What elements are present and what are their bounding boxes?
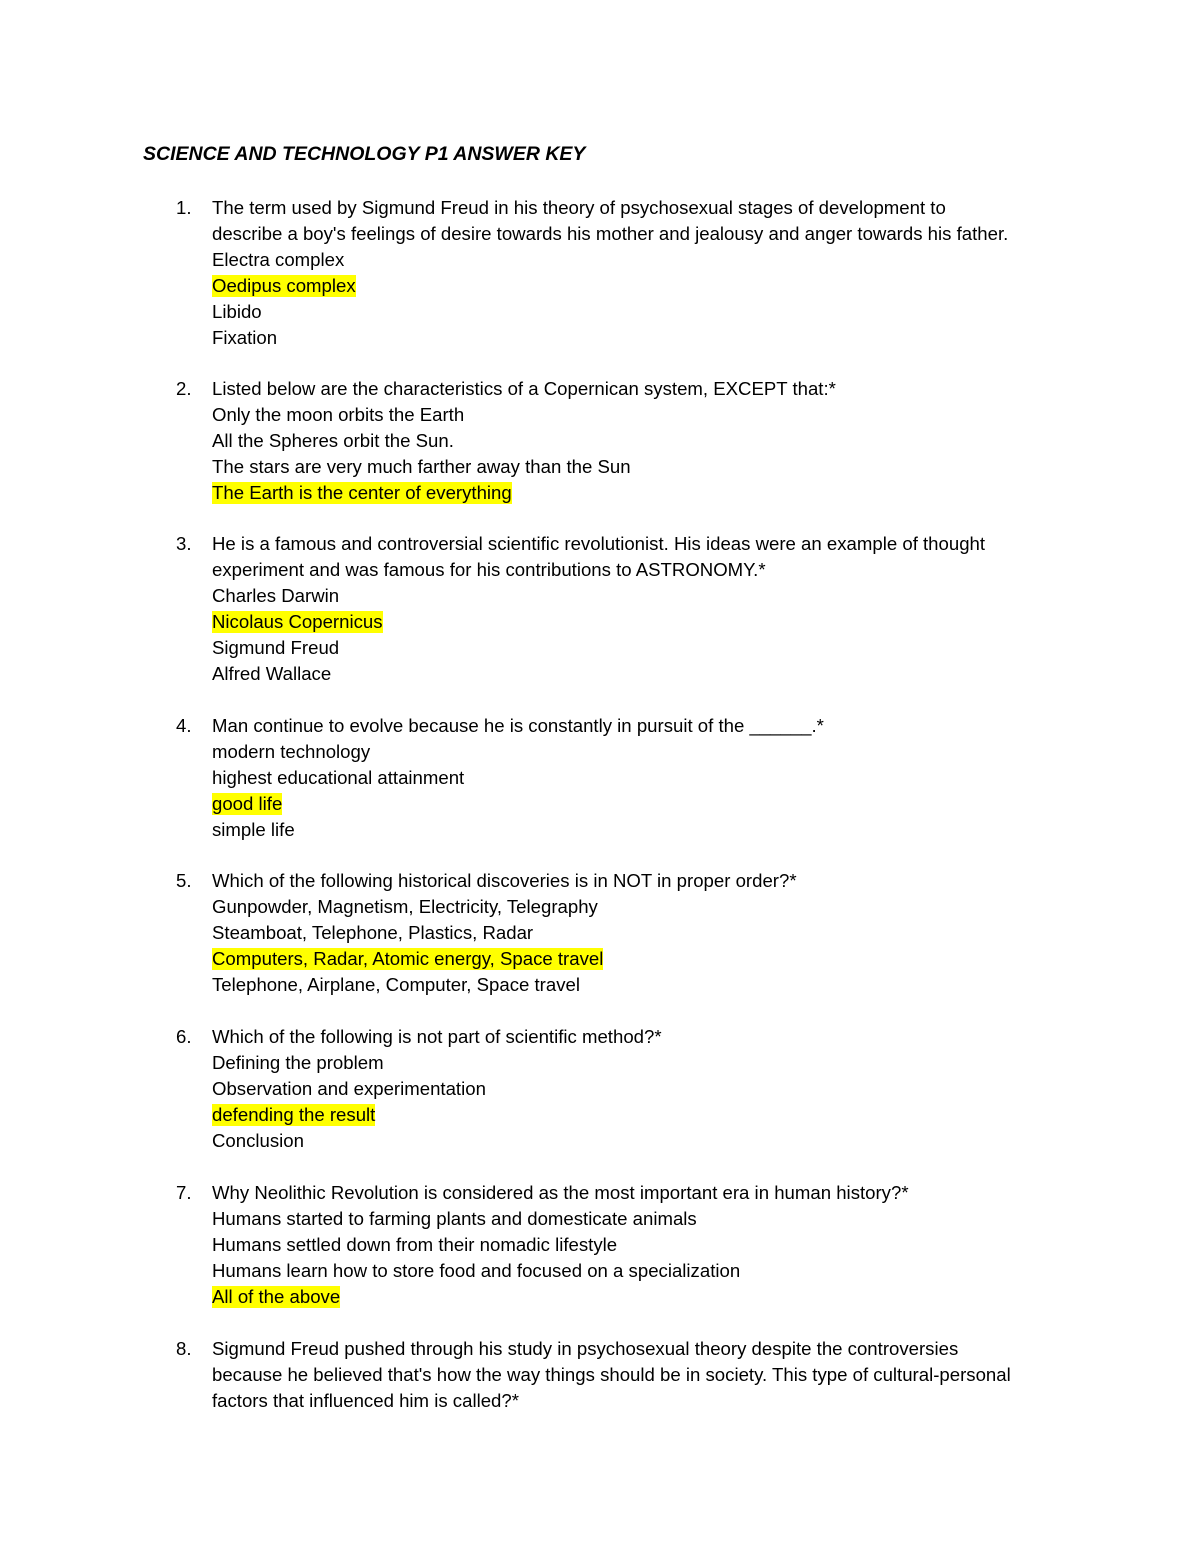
answer-choice	[212, 920, 1092, 946]
answer-choice	[212, 247, 1092, 273]
answer-choice-correct	[212, 273, 1092, 299]
question-text-line: describe a boy's feelings of desire towards his mother and jealousy and anger towards his father.	[212, 223, 1009, 244]
question-body	[212, 376, 1092, 506]
answer-choice-text: Oedipus complex	[212, 275, 356, 296]
question-body	[212, 1180, 1092, 1310]
question-text-line: Which of the following is not part of scientific method?*	[212, 1026, 662, 1047]
answer-choice-text: Telephone, Airplane, Computer, Space travel	[212, 974, 580, 995]
answer-choice-text: Libido	[212, 301, 262, 322]
question-body	[212, 531, 1092, 687]
question-number: 7.	[176, 1182, 192, 1203]
answer-choice-text: Alfred Wallace	[212, 663, 332, 684]
question-number: 6.	[176, 1026, 192, 1047]
answer-choice-text: defending the result	[212, 1104, 376, 1125]
answer-choice-text: Only the moon orbits the Earth	[212, 404, 465, 425]
question-text-line: Sigmund Freud pushed through his study in psychosexual theory despite the controversies	[212, 1338, 959, 1359]
answer-choice	[212, 894, 1092, 920]
answer-choice-text: Computers, Radar, Atomic energy, Space travel	[212, 948, 604, 969]
question-text-line: Man continue to evolve because he is constantly in pursuit of the ______.*	[212, 715, 824, 736]
answer-choice	[212, 739, 1092, 765]
answer-choice-text: simple life	[212, 819, 295, 840]
answer-choice-text: All the Spheres orbit the Sun.	[212, 430, 454, 451]
answer-choice-text: Electra complex	[212, 249, 345, 270]
answer-choice-text: Conclusion	[212, 1130, 304, 1151]
answer-choice-text: Gunpowder, Magnetism, Electricity, Telegraphy	[212, 896, 598, 917]
answer-choice-text: Defining the problem	[212, 1052, 384, 1073]
answer-choice	[212, 661, 1092, 687]
answer-choice-correct	[212, 1284, 1092, 1310]
question-number: 3.	[176, 533, 192, 554]
question-text-line: Listed below are the characteristics of a Copernican system, EXCEPT that:*	[212, 378, 836, 399]
question-body	[212, 195, 1092, 351]
answer-choice-text: highest educational attainment	[212, 767, 465, 788]
answer-choice	[212, 635, 1092, 661]
answer-choice	[212, 454, 1092, 480]
answer-choice-text: Sigmund Freud	[212, 637, 340, 658]
question-text-line: experiment and was famous for his contributions to ASTRONOMY.*	[212, 559, 766, 580]
answer-choice-correct	[212, 791, 1092, 817]
answer-choice	[212, 972, 1092, 998]
answer-choice	[212, 1258, 1092, 1284]
answer-choice-correct	[212, 1102, 1092, 1128]
answer-choice-text: Humans started to farming plants and domesticate animals	[212, 1208, 697, 1229]
question-body	[212, 1024, 1092, 1154]
answer-choice	[212, 402, 1092, 428]
question-text-line: He is a famous and controversial scientific revolutionist. His ideas were an example of thought	[212, 533, 986, 554]
question-number: 1.	[176, 197, 192, 218]
question-text-line: The term used by Sigmund Freud in his theory of psychosexual stages of development to	[212, 197, 946, 218]
question-body	[212, 1336, 1092, 1414]
answer-choice-text: Steamboat, Telephone, Plastics, Radar	[212, 922, 534, 943]
question-number: 4.	[176, 715, 192, 736]
question-body	[212, 713, 1092, 843]
answer-choice-text: The stars are very much farther away than the Sun	[212, 456, 631, 477]
answer-choice-text: The Earth is the center of everything	[212, 482, 512, 503]
answer-choice-text: Nicolaus Copernicus	[212, 611, 383, 632]
question-text-line: factors that influenced him is called?*	[212, 1390, 519, 1411]
answer-choice	[212, 1050, 1092, 1076]
question-body	[212, 868, 1092, 998]
question-text-line: because he believed that's how the way things should be in society. This type of cultural-personal	[212, 1364, 1011, 1385]
answer-choice-text: Fixation	[212, 327, 278, 348]
answer-choice	[212, 1232, 1092, 1258]
answer-choice	[212, 765, 1092, 791]
page-title: SCIENCE AND TECHNOLOGY P1 ANSWER KEY	[143, 143, 586, 165]
question-number: 2.	[176, 378, 192, 399]
answer-choice-text: All of the above	[212, 1286, 341, 1307]
question-text-line: Which of the following historical discoveries is in NOT in proper order?*	[212, 870, 797, 891]
answer-choice	[212, 299, 1092, 325]
answer-choice-text: Charles Darwin	[212, 585, 340, 606]
answer-choice-text: Humans learn how to store food and focused on a specialization	[212, 1260, 741, 1281]
answer-choice	[212, 1206, 1092, 1232]
answer-choice	[212, 1076, 1092, 1102]
question-number: 8.	[176, 1338, 192, 1359]
answer-choice	[212, 428, 1092, 454]
answer-choice-text: modern technology	[212, 741, 371, 762]
answer-choice-text: Observation and experimentation	[212, 1078, 486, 1099]
question-number: 5.	[176, 870, 192, 891]
answer-choice-correct	[212, 946, 1092, 972]
answer-choice-text: good life	[212, 793, 283, 814]
answer-choice-text: Humans settled down from their nomadic lifestyle	[212, 1234, 618, 1255]
answer-choice	[212, 325, 1092, 351]
answer-choice-correct	[212, 609, 1092, 635]
question-text-line: Why Neolithic Revolution is considered as the most important era in human history?*	[212, 1182, 909, 1203]
answer-choice-correct	[212, 480, 1092, 506]
answer-choice	[212, 1128, 1092, 1154]
answer-choice	[212, 583, 1092, 609]
answer-choice	[212, 817, 1092, 843]
